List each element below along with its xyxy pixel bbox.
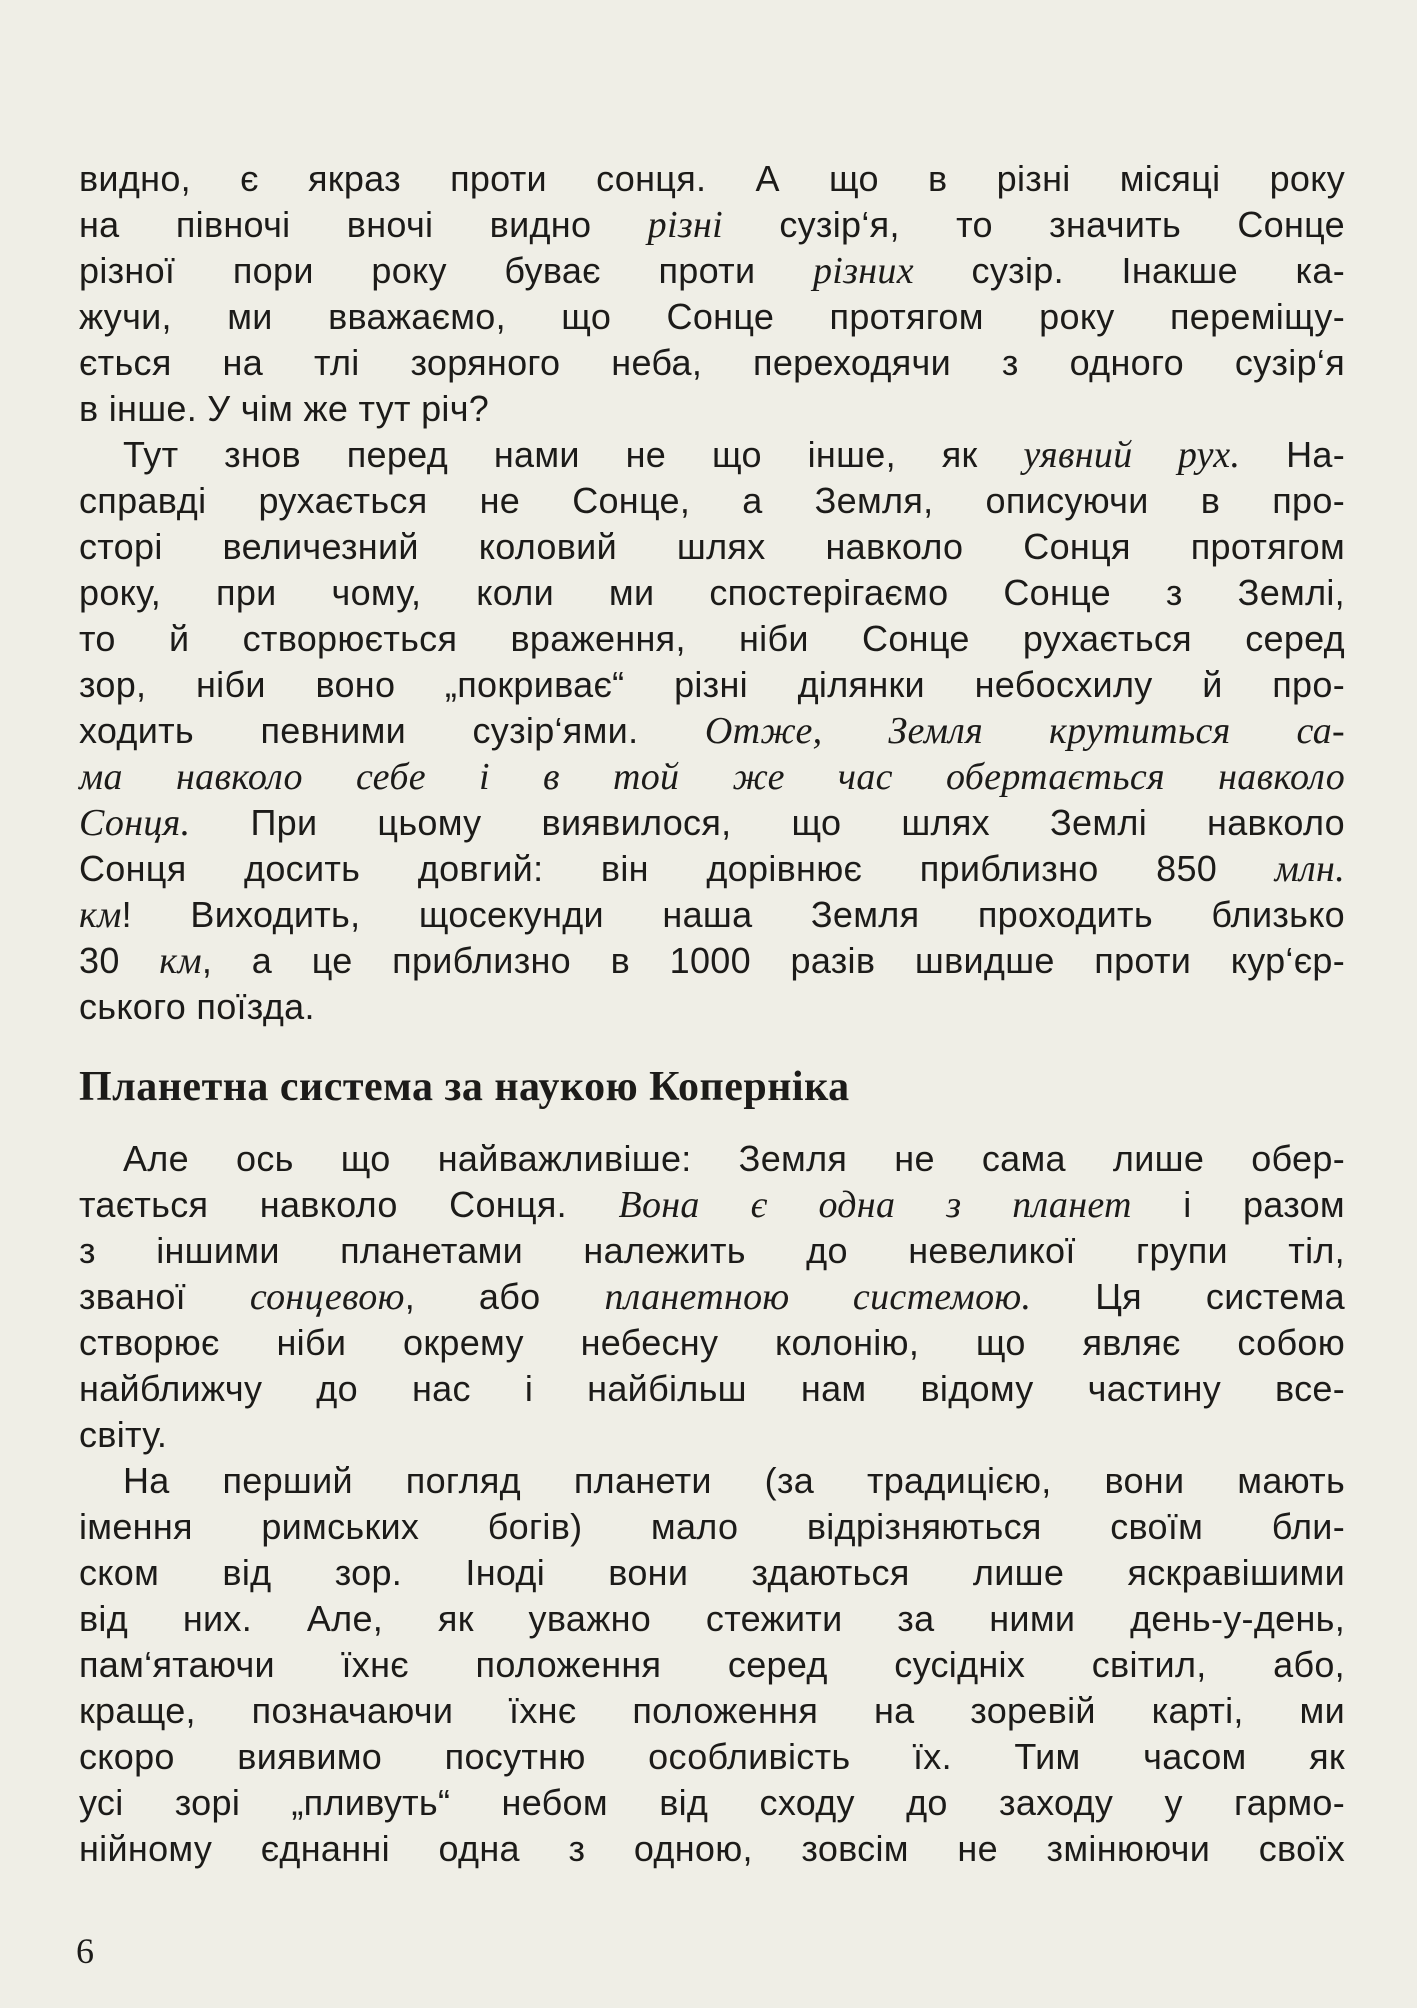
text-line (79, 662, 1345, 708)
italic-text: ма навколо себе і в той же час обертається навколо (79, 756, 1345, 798)
text-line (79, 1780, 1345, 1826)
text-line (79, 1136, 1345, 1182)
text-segment: найближчу до нас і найбільш нам відому частину все- (79, 1368, 1345, 1409)
paragraph (79, 1136, 1345, 1458)
text-segment: справді рухається не Сонце, а Земля, описуючи в про- (79, 480, 1345, 521)
italic-text: Сонця. (79, 802, 191, 844)
text-segment: На перший погляд планети (за традицією, вони мають (123, 1460, 1345, 1501)
text-segment: усі зорі „пливуть“ небом від сходу до заходу у гармо- (79, 1782, 1345, 1823)
paragraph (79, 432, 1345, 1030)
text-segment: сторі величезний коловий шлях навколо Сонця протягом (79, 526, 1345, 567)
text-segment: з іншими планетами належить до невеликої групи тіл, (79, 1230, 1345, 1271)
text-segment: Тут знов перед нами не що інше, як (123, 434, 1024, 475)
text-line (79, 386, 1345, 432)
italic-text: км (159, 940, 202, 982)
text-line (79, 340, 1345, 386)
text-line (79, 1688, 1345, 1734)
text-segment: ходить певними сузір‘ями. (79, 710, 705, 751)
text-line (79, 1504, 1345, 1550)
text-line (79, 248, 1345, 294)
italic-text: км (79, 894, 122, 936)
italic-text: млн. (1274, 848, 1345, 890)
text-line (79, 1412, 1345, 1458)
text-line (79, 800, 1345, 846)
text-segment: жучи, ми вважаємо, що Сонце протягом року переміщу- (79, 296, 1345, 337)
text-segment: , а це приблизно в 1000 разів швидше проти кур‘єр- (201, 940, 1345, 981)
page-body (79, 156, 1345, 1872)
text-segment: краще, позначаючи їхнє положення на зоревій карті, ми (79, 1690, 1345, 1731)
text-segment: нійному єднанні одна з одною, зовсім не змінюючи своїх (79, 1828, 1345, 1869)
text-segment: ського поїзда. (79, 986, 315, 1027)
text-line (79, 708, 1345, 754)
text-segment: сузір‘я, то значить Сонце (722, 204, 1345, 245)
text-line (79, 478, 1345, 524)
text-line (79, 1274, 1345, 1320)
text-segment: Сонця досить довгий: він дорівнює приблизно 850 (79, 848, 1275, 889)
italic-text: уявний рух. (1023, 434, 1241, 476)
text-segment: видно, є якраз проти сонця. А що в різні місяці року (79, 158, 1345, 199)
text-segment: то й створюється враження, ніби Сонце рухається серед (79, 618, 1345, 659)
text-segment: ! Виходить, щосекунди наша Земля проходить близько (121, 894, 1345, 935)
text-segment: і разом (1131, 1184, 1345, 1225)
text-segment: від них. Але, як уважно стежити за ними день-у-день, (79, 1598, 1345, 1639)
text-line (79, 1228, 1345, 1274)
text-line (79, 984, 1345, 1030)
text-line (79, 1320, 1345, 1366)
text-segment: року, при чому, коли ми спостерігаємо Сонце з Землі, (79, 572, 1345, 613)
text-line (79, 1642, 1345, 1688)
text-segment: скоро виявимо посутню особливість їх. Тим часом як (79, 1736, 1345, 1777)
text-segment: Але ось що найважливіше: Земля не сама лише обер- (123, 1138, 1345, 1179)
text-segment: зор, ніби воно „покриває“ різні ділянки небосхилу й про- (79, 664, 1345, 705)
text-segment: На- (1240, 434, 1345, 475)
text-segment: різної пори року буває проти (79, 250, 813, 291)
text-segment: пам‘ятаючи їхнє положення серед сусідніх світил, або, (79, 1644, 1345, 1685)
text-line (79, 1826, 1345, 1872)
text-line (79, 1734, 1345, 1780)
text-line (79, 1458, 1345, 1504)
italic-text: Вона є одна з планет (618, 1184, 1132, 1226)
text-line (79, 202, 1345, 248)
paragraph (79, 1458, 1345, 1872)
page-number: 6 (76, 1931, 94, 1971)
text-segment: званої (79, 1276, 250, 1317)
text-segment: імення римських богів) мало відрізняються своїм бли- (79, 1506, 1345, 1547)
italic-text: сонцевою (249, 1276, 405, 1318)
text-line (79, 432, 1345, 478)
text-line (79, 616, 1345, 662)
text-line (79, 754, 1345, 800)
text-line (79, 1366, 1345, 1412)
text-segment: ється на тлі зоряного неба, переходячи з одного сузір‘я (79, 342, 1345, 383)
text-line (79, 1182, 1345, 1228)
text-segment: При цьому виявилося, що шлях Землі навколо (190, 802, 1345, 843)
text-line (79, 570, 1345, 616)
italic-text: планетною системою. (604, 1276, 1032, 1318)
text-line (79, 1596, 1345, 1642)
italic-text: Отже, Земля крутиться са- (704, 710, 1345, 752)
text-line (79, 524, 1345, 570)
text-segment: на півночі вночі видно (79, 204, 648, 245)
text-segment: сузір. Інакше ка- (913, 250, 1345, 291)
text-segment: створює ніби окрему небесну колонію, що являє собою (79, 1322, 1345, 1363)
text-segment: в інше. У чім же тут річ? (79, 388, 490, 429)
text-line (79, 846, 1345, 892)
text-segment: , або (404, 1276, 605, 1317)
text-segment: Ця система (1031, 1276, 1345, 1317)
text-line (79, 938, 1345, 984)
text-segment: світу. (79, 1414, 168, 1455)
text-line (79, 156, 1345, 202)
italic-text: різних (813, 250, 914, 292)
text-line (79, 1550, 1345, 1596)
paragraph (79, 156, 1345, 432)
text-segment: тається навколо Сонця. (79, 1184, 619, 1225)
text-line (79, 294, 1345, 340)
section-heading: Планетна система за наукою Коперніка (79, 1064, 850, 1110)
text-line (79, 892, 1345, 938)
text-segment: 30 (79, 940, 160, 981)
text-segment: ском від зор. Іноді вони здаються лише яскравішими (79, 1552, 1345, 1593)
italic-text: різні (647, 204, 723, 246)
